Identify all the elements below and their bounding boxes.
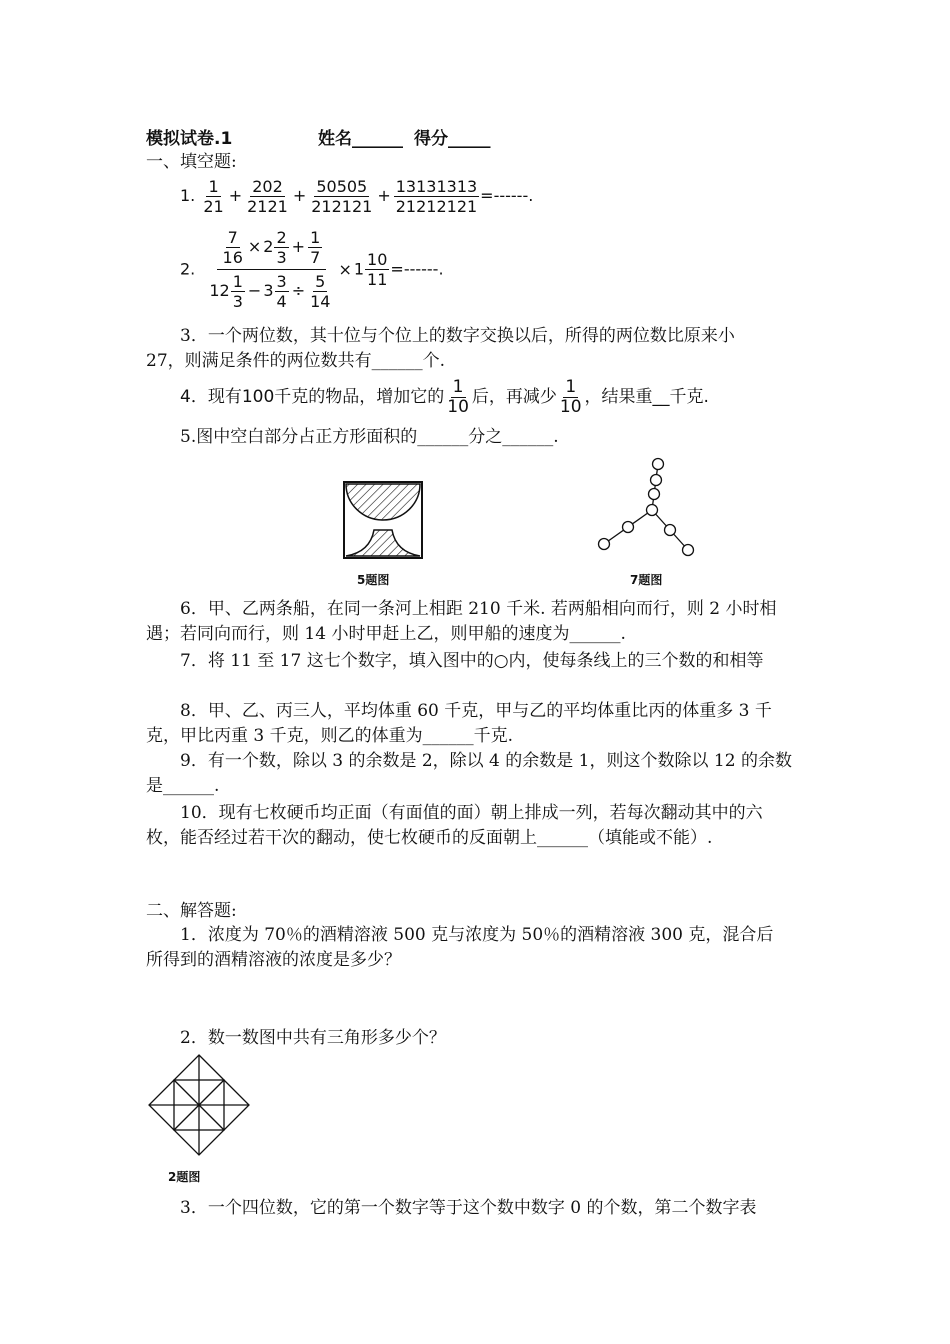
figure-5-caption: 5题图 (357, 573, 390, 587)
section2-question-3: 3．一个四位数，它的第一个数字等于这个数中数字 0 的个数，第二个数字表 (180, 1198, 757, 1218)
q1-fraction-1: $\frac{1}{21}$ (203, 177, 224, 216)
question-6-line-1: 6．甲、乙两条船，在同一条河上相距 210 千米. 若两船相向而行，则 2 小时相 (180, 599, 777, 619)
section2-question-1-line-2: 所得到的酒精溶液的浓度是多少？ (146, 950, 401, 970)
question-2-expression: 2. $\frac{7}{16}$ × 2 $\frac{2}{3}$ + $\frac{1}{7}$ 12 $\frac{1}{3}$ − 3 $\frac{3}{4}$ ÷ $\frac{5}{14}$ × 1 $\frac{10}{11}$ =------. (180, 228, 444, 311)
q4-fraction-2: $\frac{1}{10}$ (559, 376, 582, 417)
figure-5-square-diagram (338, 478, 430, 560)
question-10-line-1: 10．现有七枚硬币均正面（有面值的面）朝上排成一列，若每次翻动其中的六 (180, 803, 763, 823)
question-7: 7．将 11 至 17 这七个数字，填入图中的○内，使每条线上的三个数的和相等 (180, 651, 764, 671)
figure-7-caption: 7题图 (630, 573, 663, 587)
q1-number: 1. (180, 186, 196, 205)
question-3-line-2: 27，则满足条件的两位数共有______个. (146, 351, 446, 371)
question-6-line-2: 遇；若同向而行，则 14 小时甲赶上乙，则甲船的速度为______. (146, 624, 626, 644)
question-8-line-2: 克，甲比丙重 3 千克，则乙的体重为______千克. (146, 726, 514, 746)
section2-question-2: 2．数一数图中共有三角形多少个？ (180, 1028, 446, 1048)
q2-compound-fraction (206, 228, 336, 311)
section2-title: 二、解答题: (146, 901, 237, 921)
figure-2-triangle-diamond (144, 1050, 254, 1160)
question-5: 5.图中空白部分占正方形面积的______分之______. (180, 427, 559, 447)
q2-denominator: 12 $\frac{1}{3}$ − 3 $\frac{3}{4}$ ÷ $\frac{5}{14}$ (209, 272, 331, 311)
section1-title: 一、填空题: (146, 152, 237, 172)
question-4: 4．现有100千克的物品，增加它的 $\frac{1}{10}$ 后，再减少 $\frac{1}{10}$ ，结果重__千克. (180, 376, 709, 417)
q1-answer-blank: =------. (480, 186, 534, 205)
q1-fraction-4: $\frac{13131313}{21212121}$ (395, 177, 478, 216)
q4-fraction-1: $\frac{1}{10}$ (447, 376, 469, 417)
page-title: 模拟试卷.1 (146, 129, 233, 149)
q1-fraction-3: $\frac{50505}{212121}$ (311, 177, 373, 216)
q2-number: 2. (180, 259, 196, 279)
figure-7-circle-tree-diagram (592, 452, 700, 560)
q2-answer-blank: =------. (390, 259, 444, 279)
figure-2-caption: 2题图 (168, 1170, 201, 1184)
question-9-line-2: 是______. (146, 776, 220, 796)
question-1-expression: 1. $\frac{1}{21}$ + $\frac{202}{2121}$ + $\frac{50505}{212121}$ + $\frac{13131313}{21212121}$ =------. (180, 177, 534, 216)
score-field-label: 得分_____ (414, 129, 491, 149)
question-8-line-1: 8．甲、乙、丙三人，平均体重 60 千克，甲与乙的平均体重比丙的体重多 3 千 (180, 701, 772, 721)
question-9-line-1: 9．有一个数，除以 3 的余数是 2，除以 4 的余数是 1，则这个数除以 12 的余数 (180, 751, 792, 771)
section2-question-1-line-1: 1．浓度为 70％的酒精溶液 500 克与浓度为 50％的酒精溶液 300 克，混合后 (180, 925, 774, 945)
q1-fraction-2: $\frac{202}{2121}$ (247, 177, 288, 216)
question-10-line-2: 枚，能否经过若干次的翻动，使七枚硬币的反面朝上______（填能或不能）. (146, 828, 713, 848)
q2-mixed-fraction: $\frac{10}{11}$ (367, 250, 388, 289)
question-3-line-1: 3．一个两位数，其十位与个位上的数字交换以后，所得的两位数比原来小 (180, 326, 735, 346)
name-field-label: 姓名______ (318, 129, 403, 149)
q2-numerator: $\frac{7}{16}$ × 2 $\frac{2}{3}$ + $\frac{1}{7}$ (217, 228, 327, 270)
